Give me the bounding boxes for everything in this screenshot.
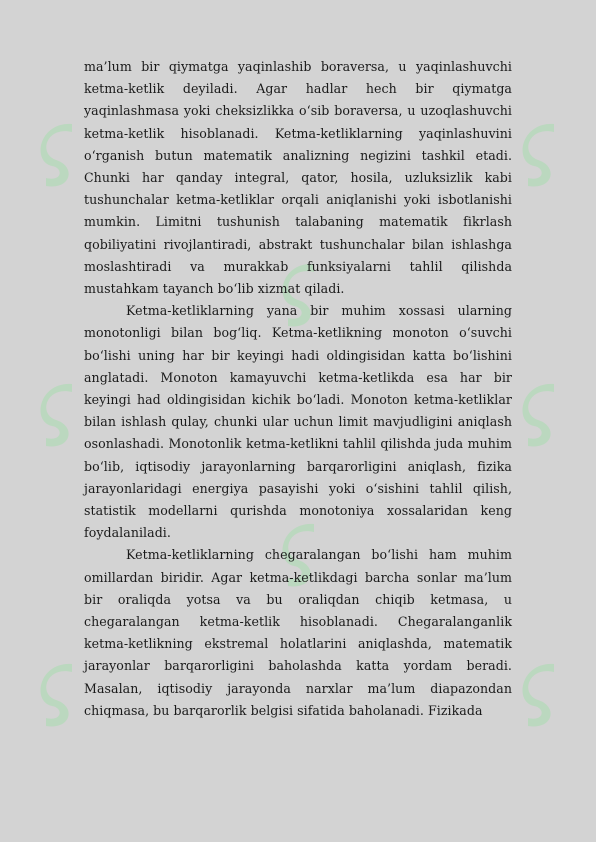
paragraph-3: Ketma-ketliklarning chegaralangan bo‘lishi ham muhim omillardan biridir. Agar ketma-ketlikdagi barcha sonlar ma’lum bir oraliqda yotsa va bu oraliqdan chiqib ketmasa, u chegaralangan ketma-ketlik hisoblanadi. Chegaralanganlik ketma-ketlikning ekstremal holatlarini aniqlashda, matematik jarayonlar barqarorligini baholashda katta yordam beradi. Masalan, iqtisodiy jarayonda narxlar ma’lum diapazondan chiqmasa, bu barqarorlik belgisi sifatida baholanadi. Fizikada	[84, 547, 512, 718]
paragraph-1: ma’lum bir qiymatga yaqinlashib boraversa, u yaqinlashuvchi ketma-ketlik deyiladi. Agar hadlar hech bir qiymatga yaqinlashmasa yoki cheksizlikka o‘sib boraversa, u uzoqlashuvchi ketma-ketlik hisoblanadi. Ketma-ketliklarning yaqinlashuvini o‘rganish butun matematik analizning negizini tashkil etadi. Chunki har qanday integral, qator, hosila, uzluksizlik kabi tushunchalar ketma-ketliklar orqali aniqlanishi yoki isbotlanishi mumkin. Limitni tushunish talabaning matematik fikrlash qobiliyatini rivojlantiradi, abstrakt tushunchalar bilan ishlashga moslashtiradi va murakkab funksiyalarni tahlil qilishda mustahkam tayanch bo‘lib xizmat qiladi.	[84, 59, 512, 297]
body-text	[84, 56, 512, 722]
watermark-glyph	[523, 384, 554, 447]
watermark-glyph	[523, 124, 554, 187]
watermark-glyph	[41, 664, 72, 727]
paragraph-2: Ketma-ketliklarning yana bir muhim xossasi ularning monotonligi bilan bog‘liq. Ketma-ketlikning monoton o‘suvchi bo‘lishi uning har bir keyingi hadi oldingisidan katta bo‘lishini anglatadi. Monoton kamayuvchi ketma-ketlikda esa har bir keyingi had oldingisidan kichik bo‘ladi. Monoton ketma-ketliklar bilan ishlash qulay, chunki ular uchun limit mavjudligini aniqlash osonlashadi. Monotonlik ketma-ketlikni tahlil qilishda juda muhim bo‘lib, iqtisodiy jarayonlarning barqarorligini aniqlash, fizika jarayonlaridagi energiya pasayishi yoki o‘sishini tahlil qilish, statistik modellarni qurishda monotoniya xossalaridan keng foydalaniladi.	[84, 303, 512, 541]
watermark-glyph	[523, 664, 554, 727]
watermark-glyph	[41, 124, 72, 187]
watermark-glyph	[41, 384, 72, 447]
